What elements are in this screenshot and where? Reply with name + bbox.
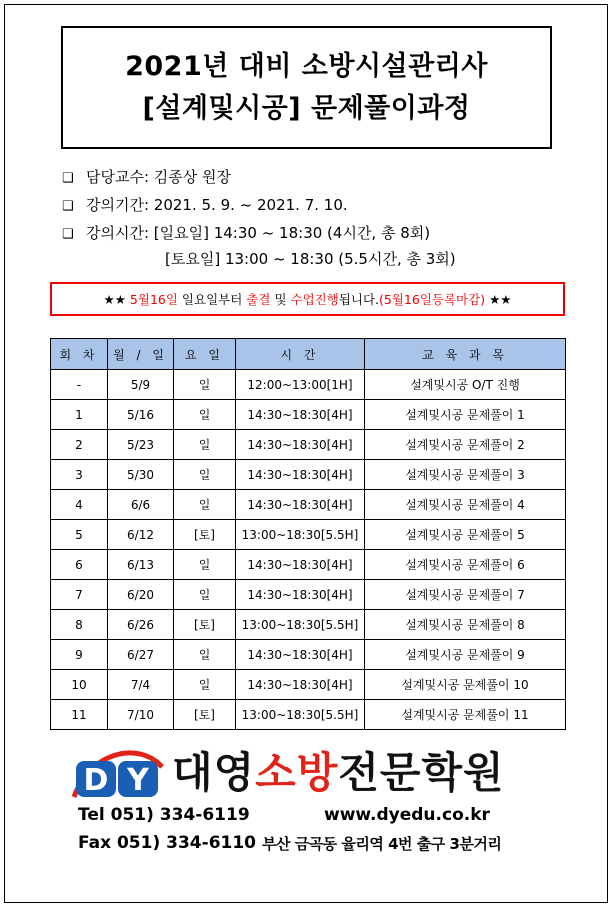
cell-round: 1 — [51, 400, 108, 430]
cell-subject: 설계및시공 문제풀이 9 — [365, 640, 566, 670]
header-date: 월 / 일 — [108, 339, 174, 370]
dy-logo-icon — [70, 745, 166, 801]
cell-round: 6 — [51, 550, 108, 580]
cell-subject: 설계및시공 문제풀이 8 — [365, 610, 566, 640]
academy-name-b: 소방 — [255, 748, 339, 797]
table-row — [51, 400, 566, 430]
cell-day: 일 — [174, 460, 236, 490]
table-row — [51, 550, 566, 580]
period-text: 강의기간: 2021. 5. 9. ~ 2021. 7. 10. — [86, 196, 348, 214]
cell-date: 6/6 — [108, 490, 174, 520]
cell-time: 13:00~18:30[5.5H] — [236, 520, 365, 550]
cell-date: 6/20 — [108, 580, 174, 610]
info-time-2 — [165, 249, 456, 269]
cell-day: 일 — [174, 490, 236, 520]
cell-day: 일 — [174, 670, 236, 700]
notice-box — [50, 282, 565, 316]
bullet-icon: ❑ — [62, 171, 74, 186]
table-row — [51, 670, 566, 700]
cell-time: 14:30~18:30[4H] — [236, 670, 365, 700]
cell-date: 6/13 — [108, 550, 174, 580]
header-subject: 교 육 과 목 — [365, 339, 566, 370]
cell-time: 14:30~18:30[4H] — [236, 640, 365, 670]
header-day: 요 일 — [174, 339, 236, 370]
cell-day: 일 — [174, 430, 236, 460]
cell-round: 11 — [51, 700, 108, 730]
cell-round: 5 — [51, 520, 108, 550]
cell-subject: 설계및시공 문제풀이 3 — [365, 460, 566, 490]
academy-name — [172, 747, 505, 799]
title-box — [61, 26, 552, 149]
logo-mark-d: D — [83, 763, 109, 798]
cell-round: 2 — [51, 430, 108, 460]
academy-name-a: 대영 — [172, 748, 256, 797]
notice-part1: 일요일부터 — [181, 292, 243, 307]
schedule-table — [50, 338, 566, 730]
table-row — [51, 610, 566, 640]
cell-day: 일 — [174, 580, 236, 610]
cell-subject: 설계및시공 문제풀이 10 — [365, 670, 566, 700]
cell-date: 7/10 — [108, 700, 174, 730]
table-row — [51, 700, 566, 730]
info-professor — [62, 167, 231, 189]
cell-time: 14:30~18:30[4H] — [236, 490, 365, 520]
cell-date: 7/4 — [108, 670, 174, 700]
notice-part2: 됩니다. — [338, 292, 380, 307]
cell-round: 4 — [51, 490, 108, 520]
cell-round: - — [51, 370, 108, 400]
bullet-icon: ❑ — [62, 227, 74, 242]
header-round: 회 차 — [51, 339, 108, 370]
cell-time: 14:30~18:30[4H] — [236, 580, 365, 610]
cell-subject: 설계및시공 문제풀이 11 — [365, 700, 566, 730]
cell-date: 5/16 — [108, 400, 174, 430]
contact-tel: Tel 051) 334-6119 — [78, 805, 250, 825]
cell-subject: 설계및시공 O/T 진행 — [365, 370, 566, 400]
cell-subject: 설계및시공 문제풀이 5 — [365, 520, 566, 550]
cell-subject: 설계및시공 문제풀이 4 — [365, 490, 566, 520]
cell-subject: 설계및시공 문제풀이 1 — [365, 400, 566, 430]
academy-name-d: 학원 — [421, 748, 505, 797]
time-text-1: 강의시간: [일요일] 14:30 ~ 18:30 (4시간, 총 8회) — [86, 224, 431, 242]
cell-subject: 설계및시공 문제풀이 7 — [365, 580, 566, 610]
table-row — [51, 580, 566, 610]
cell-round: 7 — [51, 580, 108, 610]
bullet-icon: ❑ — [62, 199, 74, 214]
cell-date: 6/26 — [108, 610, 174, 640]
cell-day: 일 — [174, 640, 236, 670]
notice-paren: (5월16일등록마감) — [379, 292, 486, 307]
notice-date: 5월16일 — [129, 292, 178, 307]
cell-date: 6/12 — [108, 520, 174, 550]
cell-day: 일 — [174, 400, 236, 430]
notice-class: 수업진행 — [290, 292, 339, 307]
cell-subject: 설계및시공 문제풀이 2 — [365, 430, 566, 460]
notice-stars-left: ★★ — [103, 291, 126, 307]
cell-time: 13:00~18:30[5.5H] — [236, 610, 365, 640]
table-row — [51, 430, 566, 460]
cell-day: [토] — [174, 520, 236, 550]
table-row — [51, 520, 566, 550]
notice-attend: 출결 — [246, 292, 271, 307]
title-line-2: [설계및시공] 문제풀이과정 — [142, 92, 471, 124]
cell-day: 일 — [174, 370, 236, 400]
info-time — [62, 223, 430, 245]
cell-time: 14:30~18:30[4H] — [236, 460, 365, 490]
contact-address: 부산 금곡동 율리역 4번 출구 3분거리 — [262, 835, 502, 853]
cell-date: 5/30 — [108, 460, 174, 490]
table-header-row — [51, 339, 566, 370]
header-time: 시 간 — [236, 339, 365, 370]
contact-fax: Fax 051) 334-6110 — [78, 833, 257, 853]
cell-time: 13:00~18:30[5.5H] — [236, 700, 365, 730]
table-row — [51, 490, 566, 520]
cell-date: 5/23 — [108, 430, 174, 460]
cell-day: [토] — [174, 610, 236, 640]
logo-mark-y: Y — [127, 763, 149, 798]
contact-web[interactable]: www.dyedu.co.kr — [324, 805, 490, 825]
professor-text: 담당교수: 김종상 원장 — [86, 168, 232, 186]
cell-date: 5/9 — [108, 370, 174, 400]
table-row — [51, 640, 566, 670]
cell-round: 8 — [51, 610, 108, 640]
academy-logo — [70, 745, 550, 803]
table-row — [51, 370, 566, 400]
cell-time: 14:30~18:30[4H] — [236, 550, 365, 580]
cell-time: 14:30~18:30[4H] — [236, 430, 365, 460]
cell-date: 6/27 — [108, 640, 174, 670]
time-text-2: [토요일] 13:00 ~ 18:30 (5.5시간, 총 3회) — [165, 250, 456, 268]
cell-day: 일 — [174, 550, 236, 580]
info-period — [62, 195, 348, 217]
table-row — [51, 460, 566, 490]
cell-day: [토] — [174, 700, 236, 730]
academy-name-c: 전문 — [338, 748, 422, 797]
title-line-1: 2021년 대비 소방시설관리사 — [125, 50, 488, 82]
cell-round: 3 — [51, 460, 108, 490]
cell-round: 9 — [51, 640, 108, 670]
notice-and: 및 — [274, 292, 287, 307]
cell-round: 10 — [51, 670, 108, 700]
cell-subject: 설계및시공 문제풀이 6 — [365, 550, 566, 580]
cell-time: 12:00~13:00[1H] — [236, 370, 365, 400]
notice-stars-right: ★★ — [489, 291, 512, 307]
cell-time: 14:30~18:30[4H] — [236, 400, 365, 430]
